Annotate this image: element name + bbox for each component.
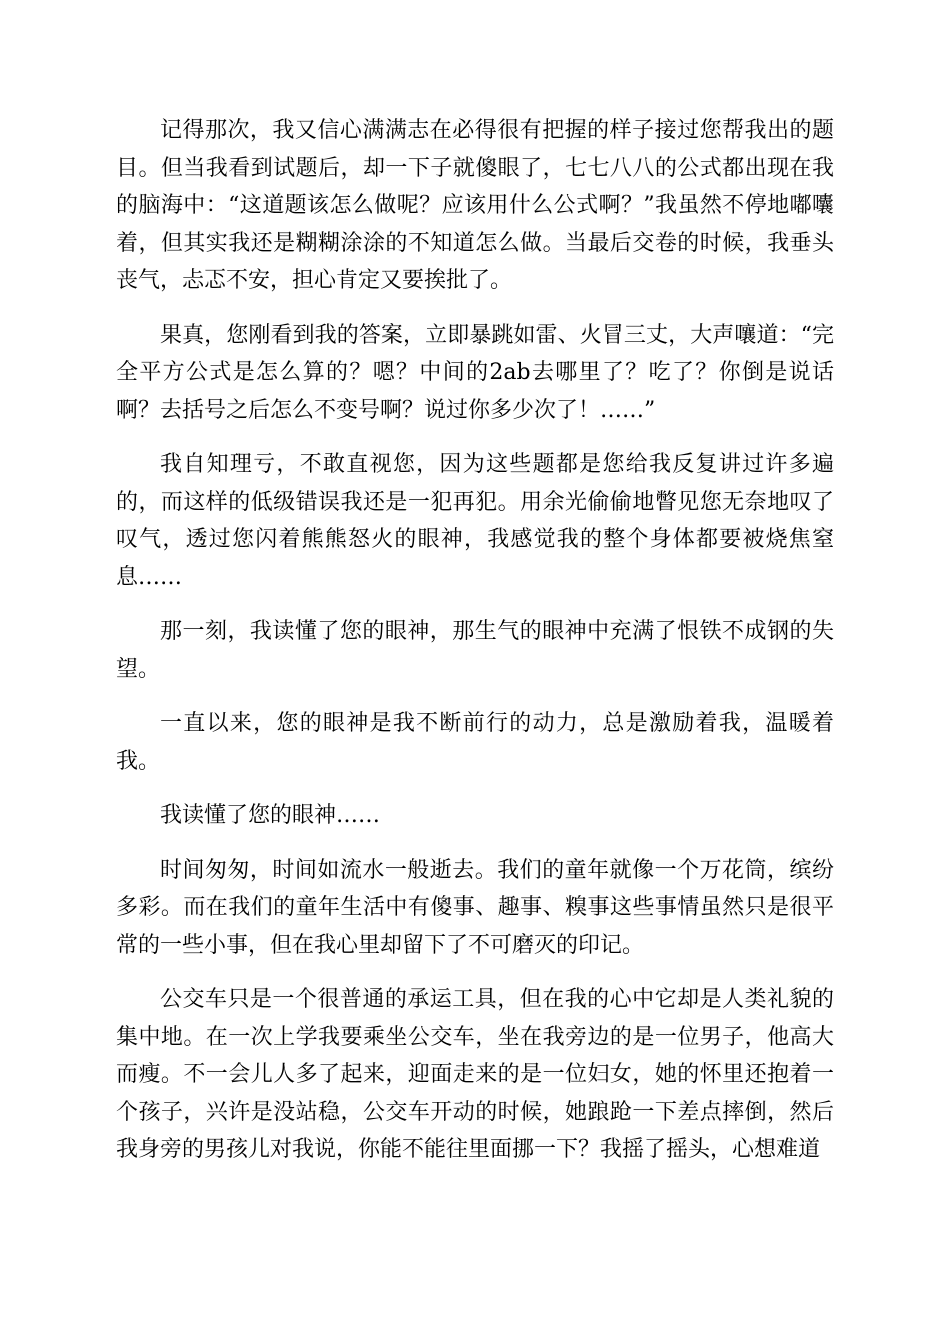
paragraph-2: 果真，您刚看到我的答案，立即暴跳如雷、火冒三丈，大声嚷道：“完全平方公式是怎么算的？嗯？中间的2ab去哪里了？吃了？你倒是说话啊？去括号之后怎么不变号啊？说过你多少次了！……” (116, 322, 834, 423)
paragraph-4: 那一刻，我读懂了您的眼神，那生气的眼神中充满了恨铁不成钢的失望。 (116, 619, 834, 682)
paragraph-7: 时间匆匆，时间如流水一般逝去。我们的童年就像一个万花筒，缤纷多彩。而在我们的童年生活中有傻事、趣事、糗事这些事情虽然只是很平常的一些小事，但在我心里却留下了不可磨灭的印记。 (116, 857, 834, 958)
paragraph-3: 我自知理亏，不敢直视您，因为这些题都是您给我反复讲过许多遍的，而这样的低级错误我还是一犯再犯。用余光偷偷地瞥见您无奈地叹了叹气，透过您闪着熊熊怒火的眼神，我感觉我的整个身体都要被烧焦窒息…… (116, 452, 834, 590)
document-body (116, 112, 834, 1186)
paragraph-5: 一直以来，您的眼神是我不断前行的动力，总是激励着我，温暖着我。 (116, 711, 834, 774)
paragraph-6: 我读懂了您的眼神…… (160, 803, 381, 828)
paragraph-1: 记得那次，我又信心满满志在必得很有把握的样子接过您帮我出的题目。但当我看到试题后，却一下子就傻眼了，七七八八的公式都出现在我的脑海中：“这道题该怎么做呢？应该用什么公式啊？”我虽然不停地嘟囔着，但其实我还是糊糊涂涂的不知道怎么做。当最后交卷的时候，我垂头丧气，忐忑不安，担心肯定又要挨批了。 (116, 118, 834, 293)
paragraph-8: 公交车只是一个很普通的承运工具，但在我的心中它却是人类礼貌的集中地。在一次上学我要乘坐公交车，坐在我旁边的是一位男子，他高大而瘦。不一会儿人多了起来，迎面走来的是一位妇女，她的怀里还抱着一个孩子，兴许是没站稳，公交车开动的时候，她踉跄一下差点摔倒，然后我身旁的男孩儿对我说，你能不能往里面挪一下？我摇了摇头，心想难道 (116, 987, 834, 1162)
